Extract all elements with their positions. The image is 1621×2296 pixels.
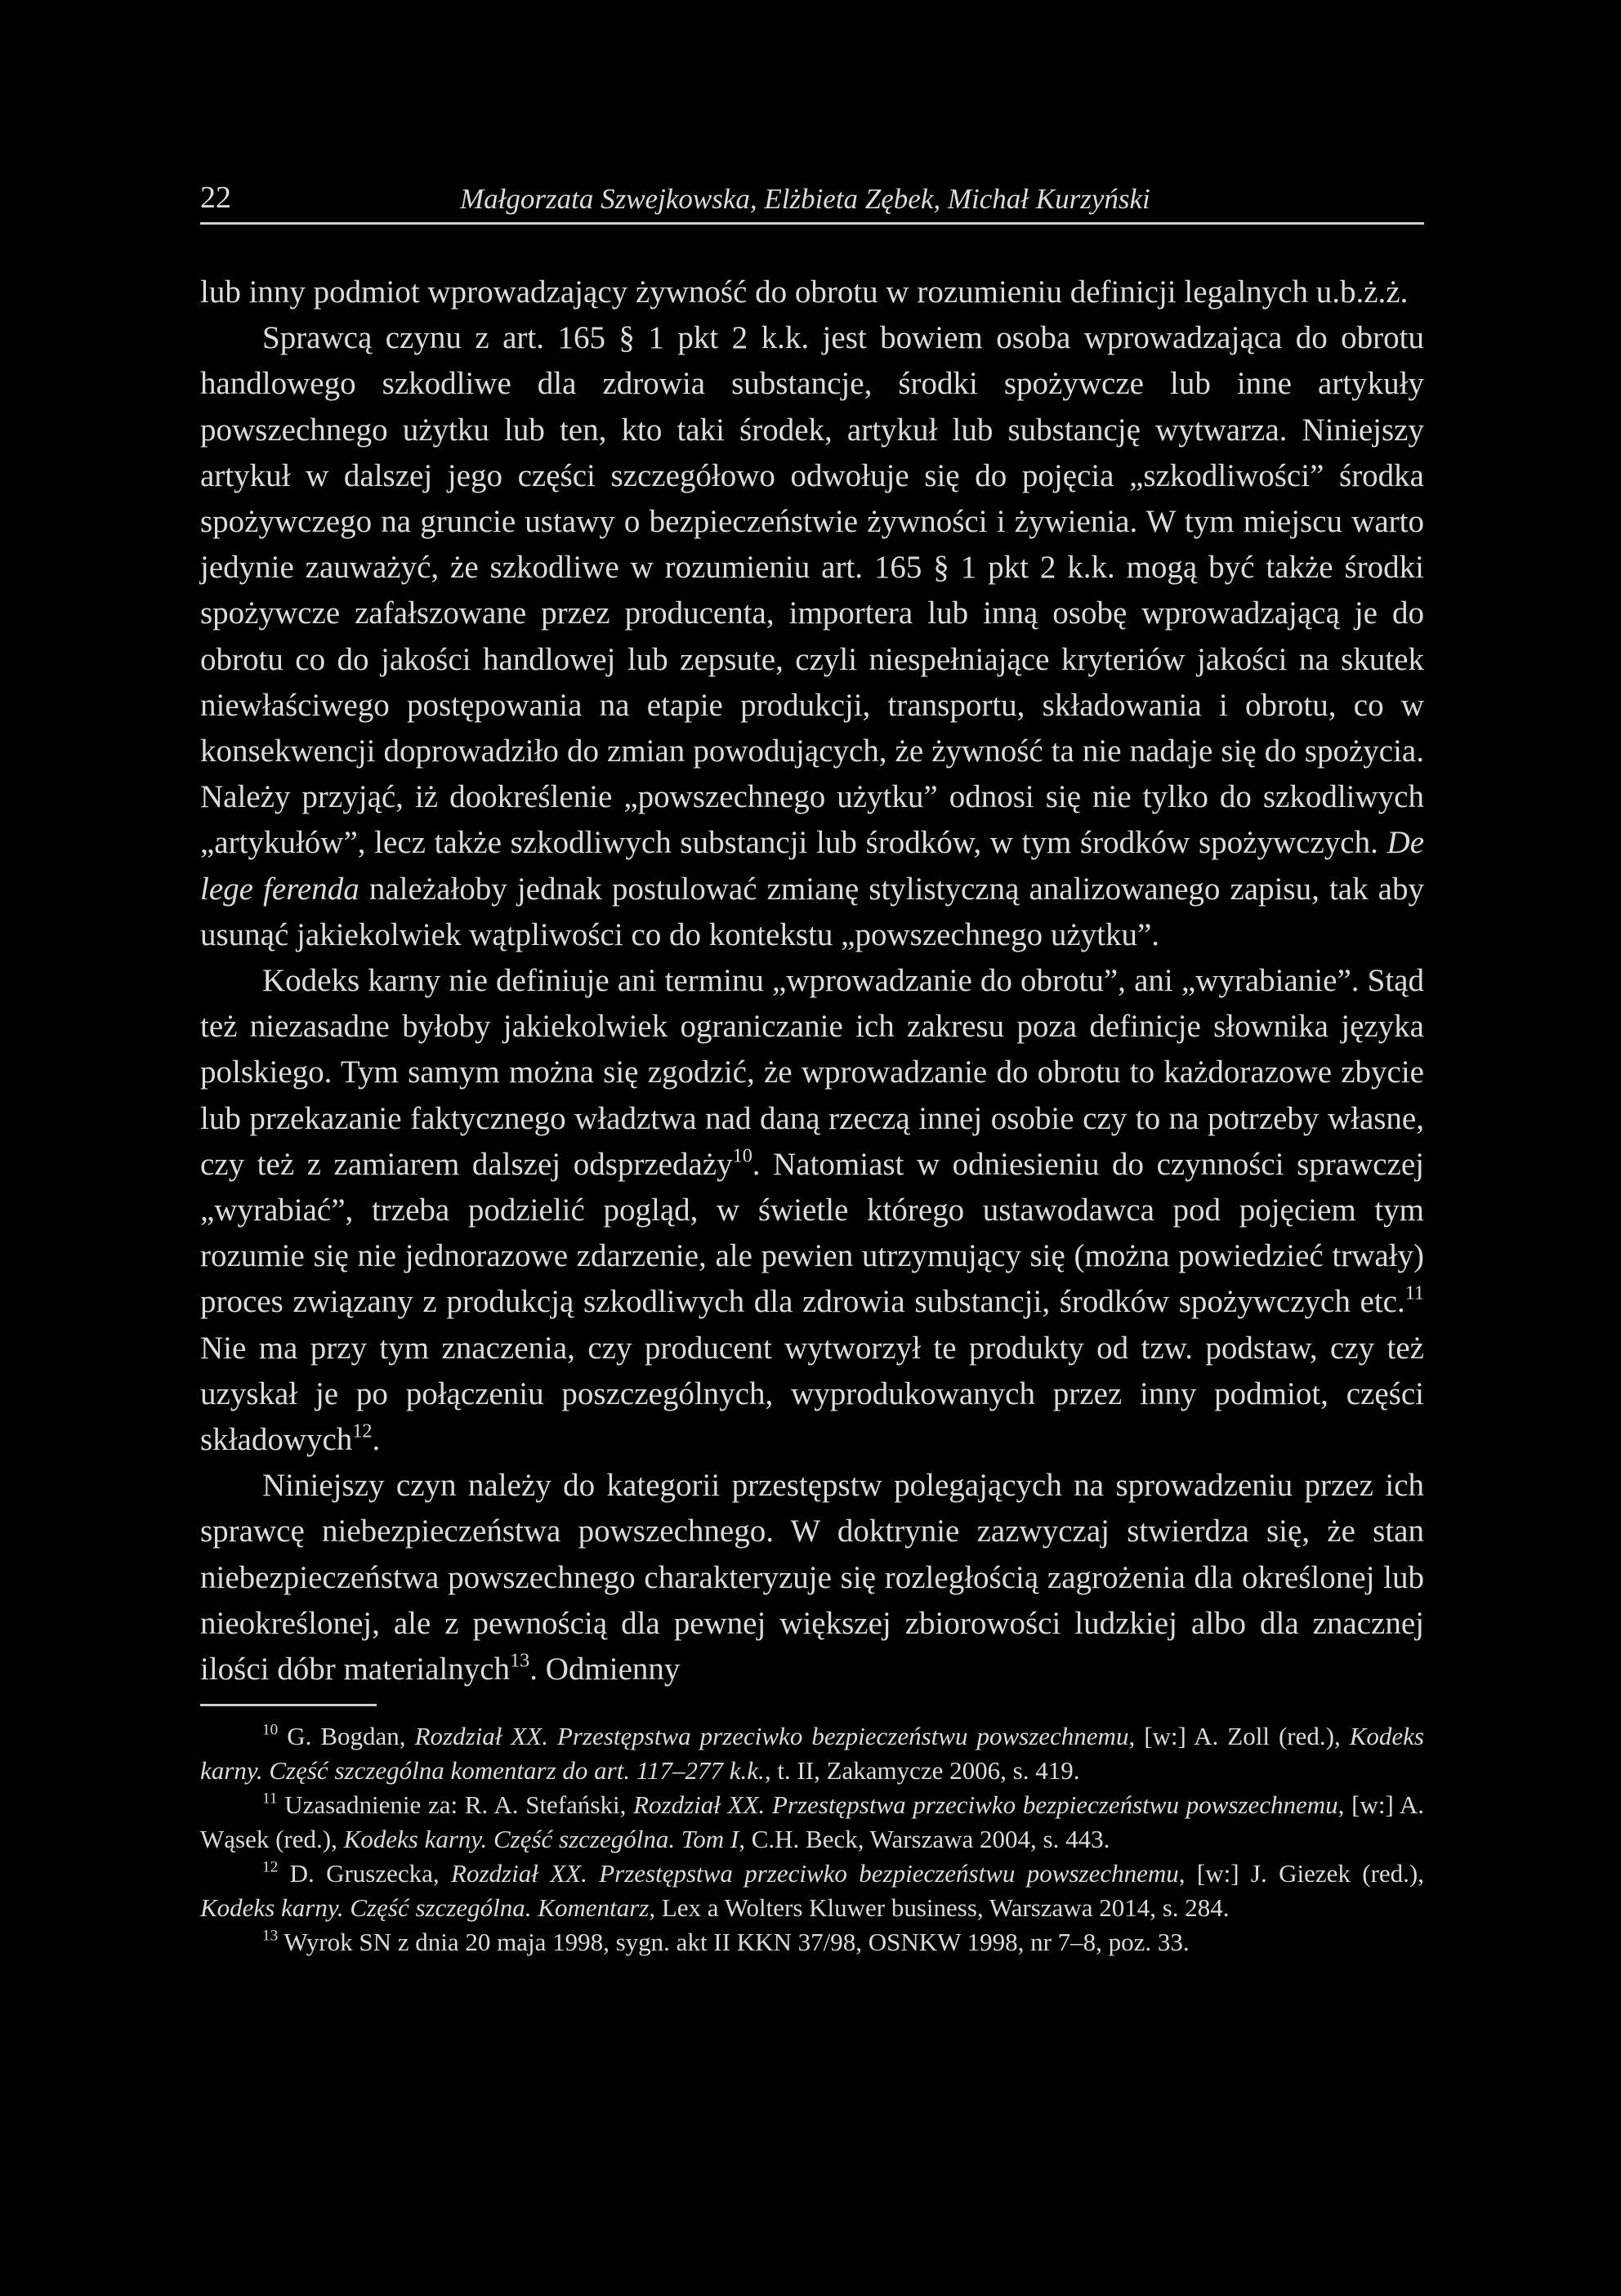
footnote-text: Uzasadnienie za: R. A. Stefański,	[277, 1790, 634, 1820]
running-title: Małgorzata Szwejkowska, Elżbieta Zębek, Michał Kurzyński	[460, 183, 1150, 215]
footnote-text: G. Bogdan,	[278, 1722, 415, 1751]
paragraph-3	[200, 958, 1424, 1463]
paragraph-text: Sprawcą czynu z art. 165 § 1 pkt 2 k.k. jest bowiem osoba wprowadzająca do obrotu handlowego szkodliwe dla zdrowia substancje, środki spożywcze lub inne artykuły powszechnego użytku lub ten, kto taki środek, artykuł lub substancję wytwarza. Niniejszy artykuł w dalszej jego części szczegółowo odwołuje się do pojęcia „szkodliwości” środka spożywczego na gruncie ustawy o bezpieczeństwie żywności i żywienia. W tym miejscu warto jedynie zauważyć, że szkodliwe w rozumieniu art. 165 § 1 pkt 2 k.k. mogą być także środki spożywcze zafałszowane przez producenta, importera lub inną osobę wprowadzającą je do obrotu co do jakości handlowej lub zepsute, czyli niespełniające kryteriów jakości na skutek niewłaściwego postępowania na etapie produkcji, transportu, składowania i obrotu, co w konsekwencji doprowadziło do zmian powodujących, że żywność ta nie nadaje się do spożycia. Należy przyjąć, iż dookreślenie „powszechnego użytku” odnosi się nie tylko do szkodliwych „artykułów”, lecz także szkodliwych substancji lub środków, w tym środków spożywczych.	[200, 320, 1424, 861]
footnote-text: , Lex a Wolters Kluwer business, Warszawa 2014, s. 284.	[649, 1893, 1230, 1923]
footnote-text: D. Gruszecka,	[278, 1859, 452, 1888]
footnote-ref-13[interactable]: 13	[510, 1649, 530, 1672]
paragraph-text: lub inny podmiot wprowadzający żywność do obrotu w rozumieniu definicji legalnych u.b.ż.ż.	[200, 274, 1409, 310]
footnote-ref-12[interactable]: 12	[352, 1420, 373, 1442]
footnote-title: Kodeks karny. Część szczególna. Tom I	[343, 1825, 739, 1854]
paragraph-text: . Natomiast w odniesieniu do czynności sprawczej „wyrabiać”, trzeba podzielić pogląd, w świetle którego ustawodawca pod pojęciem tym rozumie się nie jednorazowe zdarzenie, ale pewien utrzymujący się (można powiedzieć trwały) proces związany z produkcją szkodliwych dla zdrowia substancji, środków spożywczych etc.	[200, 1146, 1425, 1320]
footnotes	[200, 1719, 1424, 1959]
footnote-number: 10	[262, 1721, 279, 1739]
footnote-title: Rozdział XX. Przestępstwa przeciwko bezpieczeństwu powszechnemu	[451, 1859, 1179, 1888]
footnote-text: , [w:] J. Giezek (red.),	[1178, 1859, 1424, 1888]
footnote-number: 13	[262, 1927, 279, 1945]
footnote-number: 11	[262, 1790, 278, 1808]
paragraph-1	[200, 270, 1424, 315]
paragraph-text: Kodeks karny nie definiuje ani terminu „wprowadzanie do obrotu”, ani „wyrabianie”. Stąd też niezasadne byłoby jakiekolwiek ograniczanie ich zakresu poza definicje słownika języka polskiego. Tym samym można się zgodzić, że wprowadzanie do obrotu to każdorazowe zbycie lub przekazanie faktycznego władztwa nad daną rzeczą innej osobie czy to na potrzeby własne, czy też z zamiarem dalszej odsprzedaży	[200, 963, 1424, 1182]
footnote-13	[200, 1925, 1424, 1959]
footnote-text: , t. II, Zakamycze 2006, s. 419.	[764, 1756, 1080, 1786]
paragraph-text: Niniejszy czyn należy do kategorii przestępstw polegających na sprowadzeniu przez ich sprawcę niebezpieczeństwa powszechnego. W doktrynie zazwyczaj stwierdza się, że stan niebezpieczeństwa powszechnego charakteryzuje się rozległością zagrożenia dla określonej lub nieokreślonej, ale z pewnością dla pewnej większej zbiorowości ludzkiej albo dla znacznej ilości dóbr materialnych	[200, 1468, 1424, 1687]
footnote-number: 12	[262, 1858, 279, 1876]
latin-phrase: De lege ferenda	[200, 825, 1425, 907]
body-text	[200, 270, 1424, 1692]
footnote-text: Wyrok SN z dnia 20 maja 1998, sygn. akt II KKN 37/98, OSNKW 1998, nr 7–8, poz. 33.	[278, 1928, 1190, 1957]
footnote-text: , [w:] A. Wąsek (red.),	[200, 1790, 1424, 1854]
footnote-divider	[200, 1704, 377, 1706]
footnote-ref-11[interactable]: 11	[1404, 1282, 1424, 1304]
footnote-title: Kodeks karny. Część szczególna komentarz do art. 117–277 k.k.	[200, 1722, 1424, 1786]
footnote-10	[200, 1719, 1424, 1788]
footnote-ref-10[interactable]: 10	[732, 1144, 752, 1167]
paragraph-2	[200, 315, 1424, 958]
paragraph-4	[200, 1463, 1424, 1692]
footnote-title: Rozdział XX. Przestępstwa przeciwko bezpieczeństwu powszechnemu	[633, 1790, 1338, 1820]
page-number: 22	[200, 181, 231, 215]
paragraph-text: .	[372, 1422, 381, 1458]
footnote-title: Rozdział XX. Przestępstwa przeciwko bezpieczeństwu powszechnemu	[414, 1722, 1129, 1751]
footnote-text: , C.H. Beck, Warszawa 2004, s. 443.	[739, 1825, 1110, 1854]
paragraph-text: . Odmienny	[529, 1652, 681, 1687]
footnote-12	[200, 1857, 1424, 1925]
footnote-11	[200, 1788, 1424, 1857]
paragraph-text: należałoby jednak postulować zmianę stylistyczną analizowanego zapisu, tak aby usunąć jakiekolwiek wątpliwości co do kontekstu „powszechnego użytku”.	[200, 871, 1424, 952]
document-page	[200, 173, 1424, 1959]
footnote-text: , [w:] A. Zoll (red.),	[1128, 1722, 1350, 1751]
footnote-title: Kodeks karny. Część szczególna. Komentarz	[200, 1893, 650, 1923]
paragraph-text: Nie ma przy tym znaczenia, czy producent wytworzył te produkty od tzw. podstaw, czy też uzyskał je po połączeniu poszczególnych, wyprodukowanych przez inny podmiot, części składowych	[200, 1330, 1424, 1458]
running-header	[200, 173, 1424, 225]
